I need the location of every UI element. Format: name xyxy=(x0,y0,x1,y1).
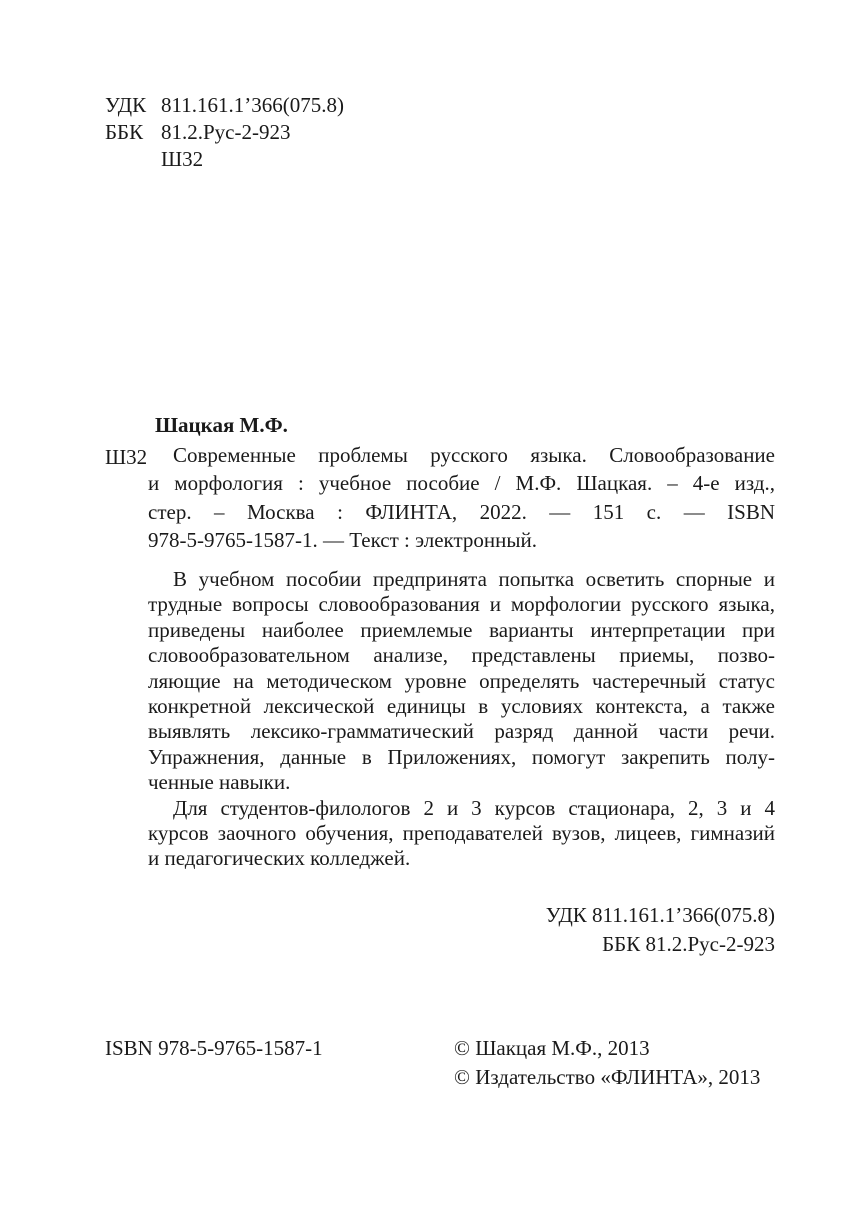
annotation-line: словообразовательном анализе, представлены приемы, позво- xyxy=(148,643,775,668)
bibliographic-description xyxy=(148,441,775,554)
annotation-line: конкретной лексической единицы в условиях контекста, а также xyxy=(148,694,775,719)
annotation-line: ляющие на методическом уровне определять частеречный статус xyxy=(148,668,775,693)
bibliographic-line: Современные проблемы русского языка. Словообразование xyxy=(173,443,775,467)
author-sign-value: Ш32 xyxy=(161,147,204,171)
annotation-line: Упражнения, данные в Приложениях, помогут закрепить полу- xyxy=(148,744,775,769)
bibliographic-line: и морфология : учебное пособие / М.Ф. Шацкая. – 4-е изд., xyxy=(148,471,775,496)
annotation-paragraph-2 xyxy=(148,796,775,872)
copyright-block xyxy=(454,1034,760,1092)
annotation-line: приведены наиболее приемлемые варианты интерпретации при xyxy=(148,617,775,642)
annotation-line: выявлять лексико-грамматический разряд данной части речи. xyxy=(148,719,775,744)
bibliographic-line: стер. – Москва : ФЛИНТА, 2022. — 151 с. — ISBN xyxy=(148,499,775,524)
copyright-author: © Шакцая М.Ф., 2013 xyxy=(454,1036,650,1060)
bbk-label: ББК xyxy=(105,120,144,144)
bibliographic-line: 978-5-9765-1587-1. — Текст : электронный. xyxy=(148,527,537,552)
copyright-publisher: © Издательство «ФЛИНТА», 2013 xyxy=(454,1065,761,1089)
bbk-value: 81.2.Рус-2-923 xyxy=(161,120,291,144)
top-classification-codes xyxy=(105,92,344,173)
udk-value: 811.161.1’366(075.8) xyxy=(161,93,344,117)
catalog-sign: Ш32 xyxy=(105,445,148,469)
annotation-line: трудные вопросы словообразования и морфологии русского языка, xyxy=(148,592,775,617)
author-sign-row xyxy=(105,146,344,173)
udk-code-row xyxy=(105,92,344,119)
annotation-line: курсов заочного обучения, преподавателей вузов, лицеев, гимназий xyxy=(148,821,775,846)
author-name-heading: Шацкая М.Ф. xyxy=(155,413,288,437)
bbk-code-row xyxy=(105,119,344,146)
bottom-classification-codes xyxy=(148,901,775,958)
annotation-line: Для студентов-филологов 2 и 3 курсов стационара, 2, 3 и 4 xyxy=(173,795,775,820)
udk-code-bottom: УДК 811.161.1’366(075.8) xyxy=(545,903,775,927)
annotation-line: В учебном пособии предпринята попытка осветить спорные и xyxy=(173,567,775,591)
annotation-line: ченные навыки. xyxy=(148,770,291,795)
annotation-line: и педагогических колледжей. xyxy=(148,846,411,871)
bbk-code-bottom: ББК 81.2.Рус-2-923 xyxy=(602,931,775,956)
annotation-paragraph-1 xyxy=(148,567,775,796)
udk-label: УДК xyxy=(105,93,147,117)
isbn-number: ISBN 978-5-9765-1587-1 xyxy=(105,1036,323,1060)
annotation-block xyxy=(148,567,775,872)
